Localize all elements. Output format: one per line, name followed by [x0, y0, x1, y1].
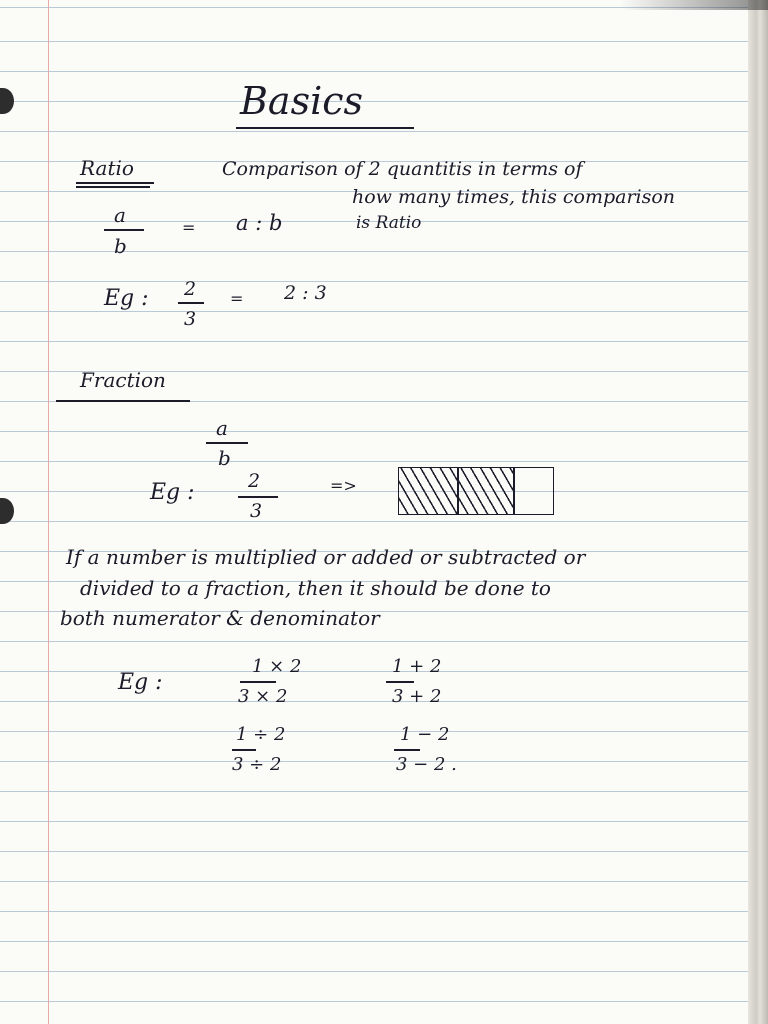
- multiply-denominator: 3 × 2: [238, 686, 288, 707]
- fraction-heading: Fraction: [80, 368, 166, 392]
- subtract-denominator: 3 − 2 .: [396, 754, 457, 775]
- ratio-definition-line3: is Ratio: [356, 213, 422, 233]
- ratio-example-denominator: 3: [184, 308, 197, 330]
- fraction-shaded-box: [398, 467, 458, 515]
- add-denominator: 3 + 2: [392, 686, 442, 707]
- title-underline: [236, 127, 414, 129]
- add-numerator: 1 + 2: [392, 656, 442, 677]
- fraction-bar: [206, 442, 248, 444]
- ratio-fraction-bar: [104, 229, 144, 231]
- rule-line3: both numerator & denominator: [60, 606, 380, 630]
- ratio-example-label: Eg :: [104, 286, 149, 311]
- margin-line: [48, 0, 49, 1024]
- page-title: Basics: [240, 79, 364, 123]
- ratio-fraction-denominator: b: [114, 234, 127, 258]
- add-bar: [386, 681, 414, 683]
- binder-hole: [0, 498, 14, 524]
- ratio-example-bar: [178, 302, 204, 304]
- subtract-bar: [394, 749, 420, 751]
- fraction-example-numerator: 2: [248, 470, 261, 492]
- rule-line1: If a number is multiplied or added or subtracted or: [66, 545, 586, 569]
- fraction-denominator: b: [218, 446, 231, 470]
- page-stack-edge: [748, 0, 768, 1024]
- ratio-heading-underline: [76, 186, 150, 188]
- ratio-definition-line2: how many times, this comparison: [352, 186, 676, 208]
- ratio-equals: =: [182, 218, 196, 237]
- fraction-empty-box: [514, 467, 554, 515]
- ratio-heading: Ratio: [80, 156, 134, 180]
- fraction-arrow: =>: [330, 476, 357, 495]
- divide-bar: [232, 749, 256, 751]
- ratio-example-form: 2 : 3: [284, 282, 327, 304]
- divide-numerator: 1 ÷ 2: [236, 724, 286, 745]
- corner-shadow: [620, 0, 768, 10]
- multiply-numerator: 1 × 2: [252, 656, 302, 677]
- fraction-shaded-box: [458, 467, 514, 515]
- ratio-heading-underline: [76, 182, 154, 184]
- ratio-example-equals: =: [230, 289, 244, 308]
- fraction-heading-underline: [56, 400, 190, 402]
- operations-example-label: Eg :: [118, 670, 163, 695]
- divide-denominator: 3 ÷ 2: [232, 754, 282, 775]
- multiply-bar: [240, 681, 276, 683]
- ratio-example-numerator: 2: [184, 278, 197, 300]
- fraction-example-denominator: 3: [250, 500, 263, 522]
- subtract-numerator: 1 − 2: [400, 724, 450, 745]
- fraction-numerator: a: [216, 416, 228, 440]
- binder-hole: [0, 88, 14, 114]
- ratio-definition-line1: Comparison of 2 quantitis in terms of: [222, 158, 583, 180]
- ratio-fraction-numerator: a: [114, 203, 126, 227]
- ratio-form: a : b: [236, 211, 283, 235]
- fraction-example-bar: [238, 496, 278, 498]
- fraction-example-label: Eg :: [150, 480, 195, 505]
- rule-line2: divided to a fraction, then it should be done to: [80, 576, 551, 600]
